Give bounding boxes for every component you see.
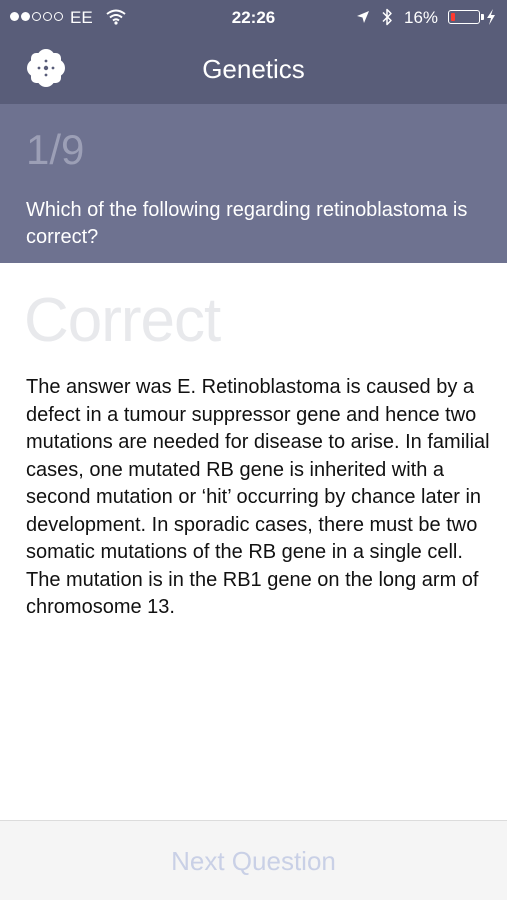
- location-arrow-icon: [356, 10, 370, 24]
- answer-explanation: The answer was E. Retinoblastoma is caused by a defect in a tumour suppressor gene and hence two mutations are needed for disease to arise. In familial cases, one mutated RB gene is inherited with a second mutation or ‘hit’ occurring by chance later in development. In sporadic cases, there must be two somatic mutations of the RB gene in a single cell. The mutation is in the RB1 gene on the long arm of chromosome 13.: [26, 376, 490, 618]
- nav-title: Genetics: [202, 54, 305, 84]
- result-status: Correct: [24, 286, 221, 355]
- top-bar: [0, 0, 507, 104]
- question-progress: 1/9: [26, 126, 85, 173]
- status-time: 22:26: [231, 8, 276, 27]
- charging-bolt-icon: [486, 8, 496, 26]
- battery-icon: [448, 10, 480, 24]
- battery-cap: [481, 14, 484, 20]
- bluetooth-icon: [381, 7, 393, 27]
- status-bar: [0, 0, 507, 36]
- footer-bar: [0, 820, 507, 900]
- battery-percent: 16%: [404, 8, 439, 27]
- question-text: Which of the following regarding retinoblastoma is correct?: [26, 199, 468, 248]
- next-question-button[interactable]: Next Question: [0, 821, 507, 900]
- battery-level: [451, 13, 455, 21]
- carrier-name: EE: [70, 8, 93, 27]
